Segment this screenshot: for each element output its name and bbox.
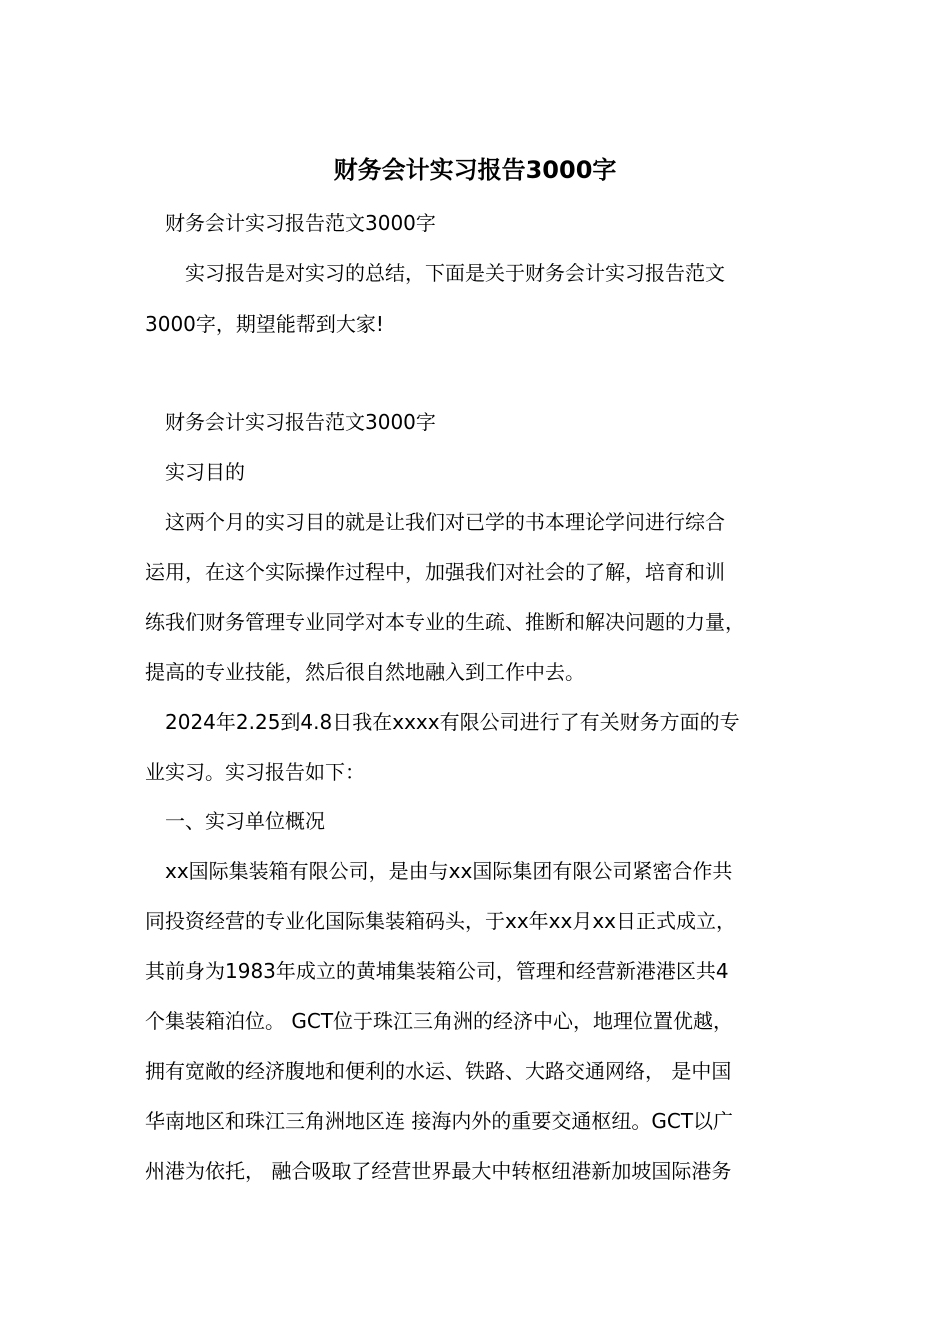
paragraph-line: 个集装箱泊位。 GCT位于珠江三角洲的经济中心，地理位置优越， bbox=[145, 1009, 734, 1033]
document-title: 财务会计实习报告3000字 bbox=[333, 156, 617, 184]
section-heading-purpose: 实习目的 bbox=[165, 460, 245, 484]
paragraph-line: 华南地区和珠江三角洲地区连 接海内外的重要交通枢纽。GCT以广 bbox=[145, 1109, 734, 1133]
paragraph-line: 练我们财务管理专业同学对本专业的生疏、推断和解决问题的力量， bbox=[145, 610, 745, 634]
paragraph-line: 提高的专业技能，然后很自然地融入到工作中去。 bbox=[145, 660, 585, 684]
paragraph-line: 拥有宽敞的经济腹地和便利的水运、铁路、大路交通网络， 是中国 bbox=[145, 1059, 732, 1083]
intro-line-1: 实习报告是对实习的总结，下面是关于财务会计实习报告范文 bbox=[185, 261, 725, 285]
paragraph-line: xx国际集装箱有限公司，是由与xx国际集团有限公司紧密合作共 bbox=[165, 859, 733, 883]
paragraph-line: 业实习。实习报告如下： bbox=[145, 760, 365, 784]
paragraph-line: 2024年2.25到4.8日我在xxxx有限公司进行了有关财务方面的专 bbox=[165, 710, 740, 734]
section-heading-overview: 一、实习单位概况 bbox=[165, 809, 325, 833]
paragraph-line: 同投资经营的专业化国际集装箱码头，于xx年xx月xx日正式成立， bbox=[145, 909, 737, 933]
intro-line-2: 3000字，期望能帮到大家! bbox=[145, 312, 384, 336]
paragraph-line: 其前身为1983年成立的黄埔集装箱公司，管理和经营新港港区共4 bbox=[145, 959, 729, 983]
section-heading-report: 财务会计实习报告范文3000字 bbox=[165, 410, 436, 434]
paragraph-line: 运用，在这个实际操作过程中，加强我们对社会的了解，培育和训 bbox=[145, 560, 725, 584]
paragraph-line: 这两个月的实习目的就是让我们对已学的书本理论学问进行综合 bbox=[165, 510, 725, 534]
subtitle-line: 财务会计实习报告范文3000字 bbox=[165, 211, 436, 235]
paragraph-line: 州港为依托， 融合吸取了经营世界最大中转枢纽港新加坡国际港务 bbox=[145, 1159, 732, 1183]
